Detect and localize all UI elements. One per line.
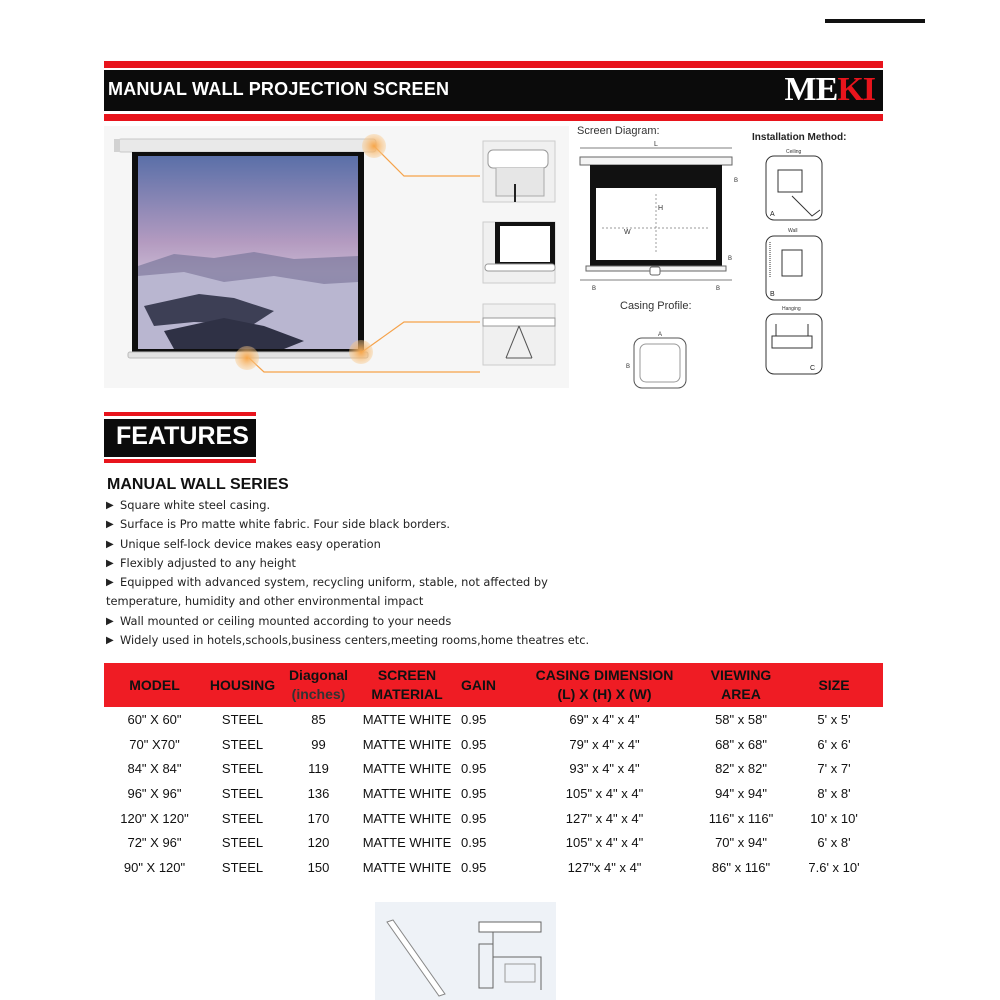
table-cell: STEEL: [221, 859, 264, 875]
feature-item: ▶ Surface is Pro matte white fabric. Four side black borders.: [106, 515, 589, 534]
table-cell: 99: [311, 736, 326, 752]
table-cell: 120" X 120": [120, 810, 189, 826]
table-cell: 0.95: [461, 835, 487, 851]
table-cell: 94" x 94": [715, 785, 767, 801]
table-cell: 0.95: [461, 761, 487, 777]
table-cell: 150: [307, 859, 330, 875]
table-cell: 116" x 116": [708, 810, 774, 826]
bracket-drawing: [375, 902, 556, 1000]
table-cell: STEEL: [221, 736, 264, 752]
table-row: [104, 732, 883, 757]
feature-item-continued: temperature, humidity and other environmental impact: [106, 594, 424, 609]
table-cell: 72" X 96": [127, 835, 182, 851]
table-cell: 82" x 82": [715, 761, 767, 777]
table-row: [104, 830, 883, 855]
table-cell: 84" X 84": [127, 761, 182, 777]
table-cell: 96" X 96": [127, 785, 182, 801]
col-header: VIEWING AREA: [697, 663, 785, 707]
brand-logo: MEKI: [784, 71, 875, 108]
feature-item: ▶ Square white steel casing.: [106, 496, 589, 515]
table-cell: 8' x 8': [817, 785, 851, 801]
table-cell: 93" x 4" x 4": [569, 761, 640, 777]
table-row: [104, 806, 883, 831]
callout-marker: [362, 134, 386, 158]
svg-text:B: B: [770, 291, 775, 298]
table-cell: 6' x 8': [817, 835, 851, 851]
table-cell: 119: [308, 761, 329, 777]
table-cell: 7.6' x 10': [808, 859, 860, 875]
svg-text:H: H: [658, 205, 664, 212]
table-cell: MATTE WHITE: [362, 785, 452, 801]
table-cell: MATTE WHITE: [362, 835, 452, 851]
col-header: SCREEN MATERIAL: [357, 663, 457, 707]
table-cell: 69" x 4" x 4": [569, 711, 640, 727]
table-cell: 0.95: [461, 785, 487, 801]
detail-thumb-pull-cord: [483, 304, 555, 365]
table-cell: 86" x 116": [711, 859, 771, 875]
svg-text:Ceiling: Ceiling: [786, 149, 802, 155]
table-cell: 79" x 4" x 4": [569, 736, 640, 752]
table-cell: 136: [307, 785, 330, 801]
features-heading-block: [104, 412, 256, 462]
table-cell: 0.95: [461, 859, 487, 875]
series-title: MANUAL WALL SERIES: [107, 476, 289, 493]
svg-text:A: A: [658, 332, 663, 338]
table-cell: 127" x 4" x 4": [565, 810, 644, 826]
svg-text:Installation Method:: Installation Method:: [752, 132, 847, 143]
table-cell: 70" x 94": [715, 835, 767, 851]
screen-casing-top: [118, 139, 376, 152]
table-cell: STEEL: [221, 810, 264, 826]
table-cell: STEEL: [221, 835, 264, 851]
callout-marker: [349, 340, 373, 364]
page-title: MANUAL WALL PROJECTION SCREEN: [108, 79, 450, 99]
svg-text:B: B: [626, 364, 631, 370]
table-cell: 7' x 7': [817, 761, 851, 777]
table-cell: 60" X 60": [127, 711, 182, 727]
table-cell: 6' x 6': [817, 736, 851, 752]
screen-diagram: [572, 124, 752, 394]
table-cell: 10' x 10': [810, 810, 858, 826]
feature-list: [106, 496, 589, 650]
table-row: [104, 707, 883, 732]
spec-table: [104, 663, 883, 880]
table-cell: 0.95: [461, 736, 487, 752]
table-cell: 105" x 4" x 4": [565, 835, 644, 851]
table-cell: MATTE WHITE: [362, 761, 452, 777]
svg-text:B: B: [716, 286, 721, 292]
top-rule: [825, 19, 925, 23]
table-cell: 127"x 4" x 4": [567, 859, 642, 875]
table-cell: 0.95: [461, 810, 487, 826]
svg-text:Wall: Wall: [788, 228, 798, 234]
table-cell: 58" x 58": [715, 711, 767, 727]
table-cell: 105" x 4" x 4": [565, 785, 644, 801]
table-cell: 85: [311, 711, 326, 727]
header-banner: [104, 61, 883, 121]
svg-text:L: L: [654, 141, 658, 148]
table-cell: 90" X 120": [123, 859, 186, 875]
product-image: [104, 126, 569, 388]
col-header: SIZE: [785, 663, 883, 707]
table-row: [104, 855, 883, 880]
table-cell: MATTE WHITE: [362, 736, 452, 752]
svg-text:C: C: [810, 365, 816, 372]
table-cell: STEEL: [221, 711, 264, 727]
svg-text:Hanging: Hanging: [782, 306, 801, 312]
table-cell: MATTE WHITE: [362, 859, 452, 875]
table-header-row: [104, 663, 883, 707]
features-heading: FEATURES: [116, 422, 249, 450]
table-cell: 70" X70": [129, 736, 180, 752]
col-header: CASING DIMENSION (L) X (H) X (W): [512, 663, 697, 707]
table-cell: 0.95: [461, 711, 487, 727]
col-header: Diagonal (inches): [280, 663, 357, 707]
svg-text:Casing Profile:: Casing Profile:: [620, 300, 692, 312]
detail-thumb-casing-end: [483, 141, 555, 202]
col-header: GAIN: [457, 663, 512, 707]
table-cell: MATTE WHITE: [362, 810, 452, 826]
table-cell: STEEL: [221, 761, 264, 777]
table-row: [104, 781, 883, 806]
feature-item: ▶ Flexibly adjusted to any height: [106, 554, 589, 573]
table-cell: STEEL: [221, 785, 264, 801]
svg-text:W: W: [624, 229, 631, 236]
svg-text:B: B: [592, 286, 597, 292]
table-cell: 170: [307, 810, 330, 826]
col-header: HOUSING: [205, 663, 280, 707]
svg-text:B: B: [728, 256, 733, 262]
feature-item: ▶ Wall mounted or ceiling mounted according to your needs: [106, 612, 589, 631]
feature-item: ▶ Unique self-lock device makes easy operation: [106, 535, 589, 554]
callout-marker: [235, 346, 259, 370]
col-header: MODEL: [104, 663, 205, 707]
table-row: [104, 756, 883, 781]
table-cell: MATTE WHITE: [362, 711, 452, 727]
svg-text:A: A: [770, 211, 775, 218]
table-cell: 5' x 5': [817, 711, 851, 727]
feature-item: ▶ Widely used in hotels,schools,business centers,meeting rooms,home theatres etc.: [106, 631, 589, 650]
svg-text:Screen Diagram:: Screen Diagram:: [577, 125, 660, 137]
installation-method: [752, 128, 857, 378]
feature-item: ▶ Equipped with advanced system, recycling uniform, stable, not affected by: [106, 573, 589, 592]
svg-text:B: B: [734, 178, 739, 184]
detail-thumb-bottom-bar: [483, 222, 555, 283]
table-cell: 120: [307, 835, 330, 851]
table-cell: 68" x 68": [715, 736, 767, 752]
